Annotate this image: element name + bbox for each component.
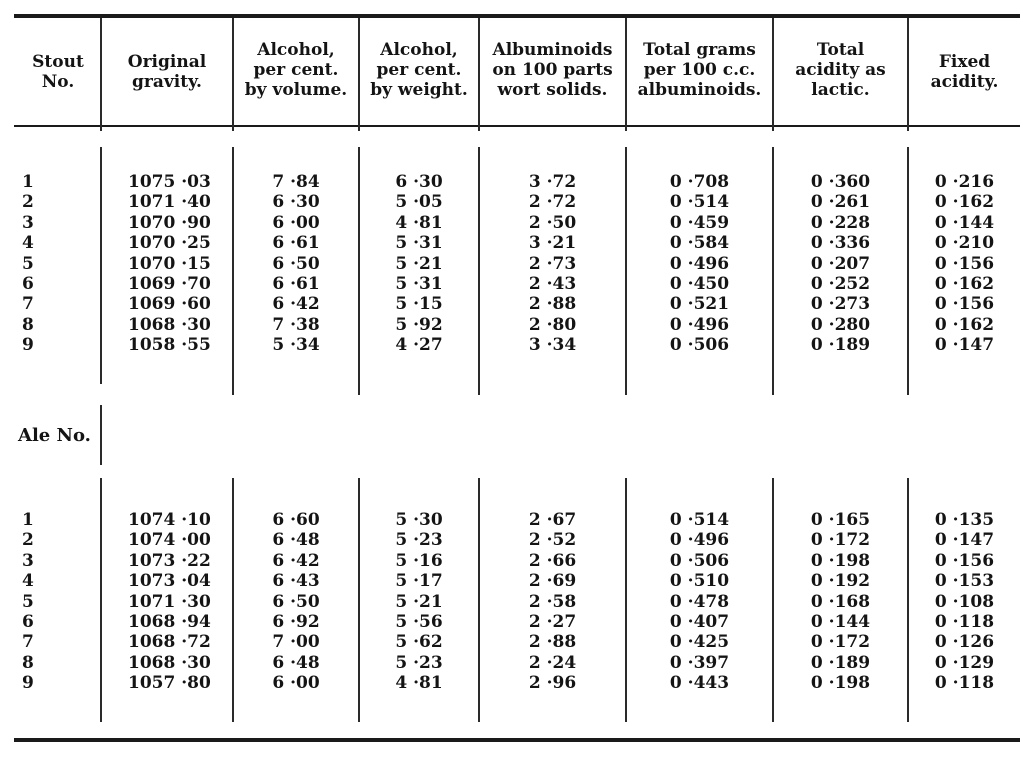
ale-alcohol-volume-column: [234, 510, 358, 694]
table-cell: 0 ·162: [934, 192, 995, 213]
ale-alcohol-weight-column: [360, 510, 478, 694]
header-stout-no: [18, 52, 98, 92]
table-cell: 2 ·88: [528, 294, 577, 315]
table-cell: 1073 ·04: [128, 571, 211, 592]
header-alcohol-weight: [360, 40, 478, 100]
table-cell: 6: [22, 273, 34, 294]
table-cell: 2 ·43: [528, 273, 577, 294]
table-cell: 5: [22, 253, 34, 274]
stout-albuminoids-column: [480, 172, 625, 356]
table-cell: 0 ·144: [934, 212, 995, 233]
table-cell: 0 ·510: [669, 571, 730, 592]
header-line: gravity.: [132, 72, 202, 92]
stout-total-acidity-column: [774, 172, 907, 356]
table-cell: 6 ·61: [272, 273, 320, 294]
table-cell: 0 ·425: [669, 632, 730, 653]
table-cell: 2 ·72: [528, 192, 577, 213]
table-cell: 1071 ·40: [128, 192, 211, 213]
header-original-gravity: [102, 52, 232, 92]
column-divider: [100, 405, 102, 465]
table-cell: 5 ·16: [395, 550, 443, 571]
table-cell: 1068 ·30: [128, 314, 211, 335]
table-cell: 1069 ·60: [128, 294, 211, 315]
table-cell: 0 ·478: [669, 591, 730, 612]
header-line: per cent.: [376, 60, 462, 80]
table-cell: 2 ·24: [528, 652, 577, 673]
table-cell: 6 ·30: [272, 192, 320, 213]
header-line: Fixed: [938, 52, 991, 72]
table-cell: 0 ·207: [810, 253, 871, 274]
bottom-rule: [14, 738, 1020, 742]
table-cell: 5: [22, 591, 34, 612]
table-cell: 9: [22, 335, 34, 356]
table-cell: 0 ·108: [934, 591, 995, 612]
stout-original-gravity-column: [128, 172, 211, 356]
table-cell: 1071 ·30: [128, 591, 211, 612]
header-alcohol-volume: [234, 40, 358, 100]
header-line: Total: [816, 40, 865, 60]
table-cell: 6 ·48: [272, 530, 320, 551]
header-line: Original: [127, 52, 207, 72]
table-cell: 6 ·61: [272, 233, 320, 254]
table-cell: 2 ·66: [528, 550, 577, 571]
table-cell: 0 ·506: [669, 550, 730, 571]
table-cell: 0 ·162: [934, 273, 995, 294]
table-cell: 0 ·336: [810, 233, 871, 254]
table-cell: 5 ·34: [272, 335, 320, 356]
table-cell: 6 ·42: [272, 550, 320, 571]
table-cell: 5 ·62: [395, 632, 443, 653]
table-cell: 4 ·27: [395, 335, 443, 356]
table-cell: 7 ·84: [272, 172, 320, 192]
table-cell: 5 ·17: [395, 571, 443, 592]
table-cell: 0 ·198: [810, 673, 871, 694]
table-cell: 9: [22, 673, 34, 694]
stout-alcohol-weight-column: [360, 172, 478, 356]
table-cell: 2 ·80: [528, 314, 577, 335]
table-cell: 1: [22, 172, 34, 192]
table-cell: 0 ·514: [669, 510, 730, 530]
table-cell: 5 ·31: [395, 273, 443, 294]
ale-no-column: [22, 510, 34, 694]
table-cell: 8: [22, 652, 34, 673]
table-cell: 6 ·43: [272, 571, 320, 592]
table-cell: 0 ·397: [669, 652, 730, 673]
table-cell: 5 ·05: [395, 192, 443, 213]
table-cell: 1074 ·10: [128, 510, 211, 530]
table-cell: 5 ·31: [395, 233, 443, 254]
column-divider: [100, 147, 102, 384]
table-cell: 0 ·261: [810, 192, 871, 213]
table-cell: 0 ·521: [669, 294, 730, 315]
table-cell: 1068 ·72: [128, 632, 211, 653]
table-cell: 0 ·172: [810, 632, 871, 653]
table-cell: 6 ·42: [272, 294, 320, 315]
table-cell: 1: [22, 510, 34, 530]
table-cell: 2 ·88: [528, 632, 577, 653]
table-cell: 0 ·708: [669, 172, 730, 192]
table-cell: 2 ·73: [528, 253, 577, 274]
header-line: by volume.: [244, 80, 348, 100]
header-line: lactic.: [811, 80, 870, 100]
header-rule: [14, 125, 1020, 127]
table-cell: 0 ·147: [934, 335, 995, 356]
table-cell: 7: [22, 294, 34, 315]
table-cell: 2 ·58: [528, 591, 577, 612]
table-cell: 0 ·156: [934, 550, 995, 571]
table-cell: 6 ·48: [272, 652, 320, 673]
header-line: acidity.: [930, 72, 999, 92]
table-cell: 3 ·72: [528, 172, 577, 192]
table-cell: 6 ·60: [272, 510, 320, 530]
table-cell: 0 ·147: [934, 530, 995, 551]
ale-fixed-acidity-column: [909, 510, 1020, 694]
ale-total-acidity-column: [774, 510, 907, 694]
table-cell: 3 ·34: [528, 335, 577, 356]
table-cell: 0 ·165: [810, 510, 871, 530]
header-line: acidity as: [795, 60, 886, 80]
table-cell: 0 ·443: [669, 673, 730, 694]
table-cell: 6 ·50: [272, 591, 320, 612]
table-cell: 0 ·273: [810, 294, 871, 315]
header-line: Alcohol,: [257, 40, 335, 60]
header-line: per 100 c.c.: [643, 60, 756, 80]
table-cell: 1074 ·00: [128, 530, 211, 551]
table-cell: 7: [22, 632, 34, 653]
table-cell: 0 ·144: [810, 611, 871, 632]
header-total-grams: [627, 40, 772, 100]
table-cell: 2: [22, 530, 34, 551]
table-cell: 0 ·189: [810, 652, 871, 673]
table-cell: 0 ·514: [669, 192, 730, 213]
top-rule: [14, 14, 1020, 18]
table-cell: 6 ·00: [272, 673, 320, 694]
table-cell: 0 ·172: [810, 530, 871, 551]
table-cell: 0 ·162: [934, 314, 995, 335]
table-cell: 4 ·81: [395, 212, 443, 233]
table-cell: 4: [22, 571, 34, 592]
table-cell: 0 ·168: [810, 591, 871, 612]
table-cell: 5 ·92: [395, 314, 443, 335]
table-cell: 0 ·153: [934, 571, 995, 592]
table-cell: 1075 ·03: [128, 172, 211, 192]
table-cell: 1068 ·94: [128, 611, 211, 632]
table-cell: 0 ·118: [934, 673, 995, 694]
header-line: Albuminoids: [492, 40, 613, 60]
table-cell: 0 ·189: [810, 335, 871, 356]
table-cell: 0 ·228: [810, 212, 871, 233]
table-cell: 1070 ·15: [128, 253, 211, 274]
header-line: on 100 parts: [492, 60, 613, 80]
table-cell: 1057 ·80: [128, 673, 211, 694]
table-cell: 5 ·23: [395, 652, 443, 673]
table-cell: 1058 ·55: [128, 335, 211, 356]
table-cell: 5 ·56: [395, 611, 443, 632]
table-cell: 3: [22, 550, 34, 571]
table-cell: 0 ·192: [810, 571, 871, 592]
stout-total-grams-column: [627, 172, 772, 356]
header-line: by weight.: [370, 80, 468, 100]
header-line: Alcohol,: [380, 40, 458, 60]
ale-section-label: Ale No.: [18, 425, 91, 446]
table-cell: 6 ·50: [272, 253, 320, 274]
table-cell: 2: [22, 192, 34, 213]
table-cell: 1070 ·90: [128, 212, 211, 233]
table-cell: 1069 ·70: [128, 273, 211, 294]
table-cell: 0 ·506: [669, 335, 730, 356]
table-cell: 2 ·50: [528, 212, 577, 233]
table-cell: 0 ·459: [669, 212, 730, 233]
table-cell: 0 ·584: [669, 233, 730, 254]
ale-total-grams-column: [627, 510, 772, 694]
table-cell: 5 ·21: [395, 253, 443, 274]
table-cell: 1068 ·30: [128, 652, 211, 673]
table-cell: 6 ·92: [272, 611, 320, 632]
table-cell: 0 ·198: [810, 550, 871, 571]
table-cell: 5 ·21: [395, 591, 443, 612]
header-total-acidity: [774, 40, 907, 100]
table-cell: 6 ·30: [395, 172, 443, 192]
table-cell: 1070 ·25: [128, 233, 211, 254]
table-cell: 8: [22, 314, 34, 335]
header-line: albuminoids.: [637, 80, 762, 100]
column-divider: [100, 478, 102, 722]
header-line: Total grams: [643, 40, 756, 60]
table-cell: 7 ·38: [272, 314, 320, 335]
table-cell: 2 ·67: [528, 510, 577, 530]
table-cell: 2 ·96: [528, 673, 577, 694]
table-cell: 2 ·52: [528, 530, 577, 551]
table-cell: 0 ·496: [669, 314, 730, 335]
table-cell: 6: [22, 611, 34, 632]
stout-no-column: [22, 172, 34, 356]
table-cell: 0 ·210: [934, 233, 995, 254]
table-cell: 3: [22, 212, 34, 233]
stout-alcohol-volume-column: [234, 172, 358, 356]
ale-original-gravity-column: [128, 510, 211, 694]
table-cell: 0 ·450: [669, 273, 730, 294]
table-cell: 4 ·81: [395, 673, 443, 694]
header-line: wort solids.: [497, 80, 608, 100]
table-cell: 0 ·156: [934, 294, 995, 315]
table-cell: 0 ·496: [669, 530, 730, 551]
table-cell: 0 ·360: [810, 172, 871, 192]
table-cell: 7 ·00: [272, 632, 320, 653]
header-line: No.: [41, 72, 75, 92]
table-cell: 4: [22, 233, 34, 254]
table-cell: 5 ·23: [395, 530, 443, 551]
table-cell: 0 ·407: [669, 611, 730, 632]
table-cell: 2 ·27: [528, 611, 577, 632]
table-cell: 0 ·496: [669, 253, 730, 274]
table-cell: 0 ·118: [934, 611, 995, 632]
header-fixed-acidity: [909, 52, 1020, 92]
table-cell: 0 ·280: [810, 314, 871, 335]
table-cell: 6 ·00: [272, 212, 320, 233]
ale-albuminoids-column: [480, 510, 625, 694]
table-cell: 3 ·21: [528, 233, 577, 254]
table-cell: 0 ·135: [934, 510, 995, 530]
table-cell: 5 ·30: [395, 510, 443, 530]
table-cell: 0 ·126: [934, 632, 995, 653]
header-line: Stout: [32, 52, 84, 72]
header-line: per cent.: [253, 60, 339, 80]
table-cell: 0 ·129: [934, 652, 995, 673]
table-cell: 1073 ·22: [128, 550, 211, 571]
table-cell: 0 ·156: [934, 253, 995, 274]
table-cell: 5 ·15: [395, 294, 443, 315]
stout-fixed-acidity-column: [909, 172, 1020, 356]
table-cell: 2 ·69: [528, 571, 577, 592]
table-cell: 0 ·252: [810, 273, 871, 294]
header-albuminoids: [480, 40, 625, 100]
table-cell: 0 ·216: [934, 172, 995, 192]
